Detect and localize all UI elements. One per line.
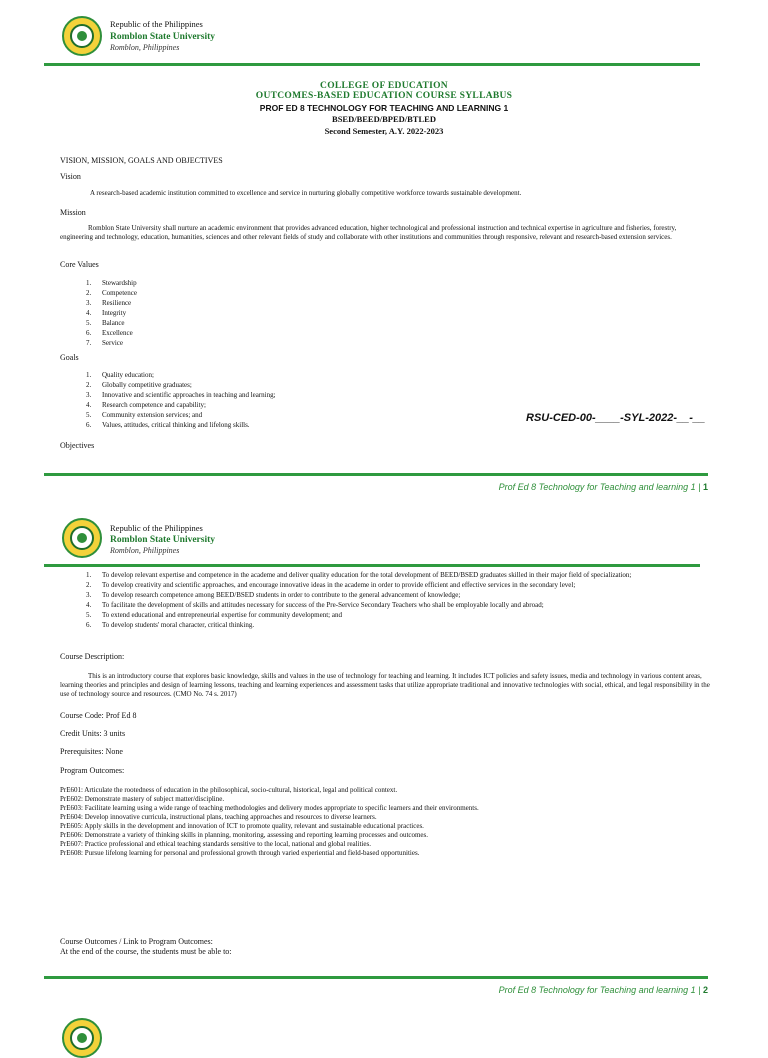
header-location: Romblon, Philippines bbox=[110, 43, 180, 52]
title-programs: BSED/BEED/BPED/BTLED bbox=[332, 114, 436, 124]
header-university: Romblon State University bbox=[110, 32, 216, 42]
header-republic: Republic of the Philippines bbox=[110, 523, 203, 533]
list-item: 1. Stewardship bbox=[86, 279, 137, 287]
page-number: 2 bbox=[702, 985, 708, 995]
page-number: 1 bbox=[702, 482, 708, 492]
objectives-list bbox=[86, 571, 708, 630]
page-footer bbox=[300, 985, 708, 995]
mission-text: Romblon State University shall nurture an academic environment that provides advanced education, higher technological and professional instruction and technical expertise in agriculture and fisheries, forestry, engineering and technology, education, humanities, sciences and other relevant fields of study and collaborate with other institutions and communities through responsive, relevant and research-based extension services. bbox=[60, 224, 677, 241]
list-item: 2. To develop creativity and scientific approaches, and encourage innovative ideas in the academe in order to provide efficient and effective services in the secondary level; bbox=[86, 581, 576, 589]
list-item: 6. Values, attitudes, critical thinking and lifelong skills. bbox=[86, 421, 250, 429]
title-semester: Second Semester, A.Y. 2022-2023 bbox=[324, 126, 444, 136]
university-seal-logo bbox=[62, 1018, 102, 1058]
list-item: 5. Community extension services; and bbox=[86, 411, 203, 419]
footer-rule bbox=[44, 976, 708, 979]
list-item: PrE607: Practice professional and ethical teaching standards sensitive to the local, national and global realities. bbox=[60, 840, 372, 848]
list-item: 2. Competence bbox=[86, 289, 137, 297]
list-item: 4. To facilitate the development of skills and attitudes necessary for success of the Pre-Service Secondary Teachers who shall be employable locally and abroad; bbox=[86, 601, 544, 609]
document-code: RSU-CED-00-____-SYL-2022-__-__ bbox=[526, 412, 706, 424]
title-college: COLLEGE OF EDUCATION bbox=[320, 81, 448, 91]
credit-units: Credit Units: 3 units bbox=[60, 729, 126, 738]
goals-label: Goals bbox=[60, 353, 79, 362]
title-course: PROF ED 8 TECHNOLOGY FOR TEACHING AND LEARNING 1 bbox=[259, 103, 509, 113]
university-seal-logo bbox=[62, 518, 102, 558]
section-vmgo-title: VISION, MISSION, GOALS AND OBJECTIVES bbox=[60, 156, 223, 165]
list-item: PrE604: Develop innovative curricula, instructional plans, teaching approaches and resources to diverse learners. bbox=[60, 813, 377, 821]
list-item: 6. To develop students' moral character, critical thinking. bbox=[86, 621, 255, 629]
footer-rule bbox=[44, 473, 708, 476]
course-description-label: Course Description: bbox=[60, 652, 125, 661]
list-item: PrE602: Demonstrate mastery of subject matter/discipline. bbox=[60, 795, 225, 803]
list-item: 4. Integrity bbox=[86, 309, 127, 317]
footer-text: Prof Ed 8 Technology for Teaching and learning 1 | bbox=[498, 985, 701, 995]
course-outcomes-label: Course Outcomes / Link to Program Outcomes: bbox=[60, 937, 213, 946]
page-footer bbox=[300, 482, 708, 492]
goals-list bbox=[86, 370, 446, 430]
list-item: 6. Excellence bbox=[86, 329, 133, 337]
list-item: PrE603: Facilitate learning using a wide range of teaching methodologies and delivery modes appropriate to specific learners and their environments. bbox=[60, 804, 479, 812]
header-republic: Republic of the Philippines bbox=[110, 19, 203, 29]
objectives-label: Objectives bbox=[60, 441, 95, 450]
header-rule bbox=[44, 564, 700, 567]
program-outcomes-label: Program Outcomes: bbox=[60, 766, 125, 775]
list-item: PrE601: Articulate the rootedness of education in the philosophical, socio-cultural, historical, legal and political context. bbox=[60, 786, 398, 794]
core-values-label: Core Values bbox=[60, 260, 99, 269]
list-item: PrE605: Apply skills in the development and innovation of ICT to promote quality, relevant and sustainable educational practices. bbox=[60, 822, 424, 830]
list-item: 5. Balance bbox=[86, 319, 125, 327]
prerequisites: Prerequisites: None bbox=[60, 747, 123, 756]
university-seal-logo bbox=[62, 16, 102, 56]
header-university: Romblon State University bbox=[110, 535, 216, 545]
list-item: 2. Globally competitive graduates; bbox=[86, 381, 192, 389]
program-outcomes-list bbox=[60, 786, 710, 858]
course-outcomes-intro: At the end of the course, the students must be able to: bbox=[60, 947, 232, 956]
footer-text: Prof Ed 8 Technology for Teaching and learning 1 | bbox=[498, 482, 701, 492]
vision-label: Vision bbox=[60, 172, 81, 181]
list-item: 3. To develop research competence among BEED/BSED students in order to contribute to the general advancement of knowledge; bbox=[86, 591, 461, 599]
list-item: 3. Resilience bbox=[86, 299, 132, 307]
course-code: Course Code: Prof Ed 8 bbox=[60, 711, 137, 720]
title-syllabus: OUTCOMES-BASED EDUCATION COURSE SYLLABUS bbox=[255, 91, 513, 101]
list-item: 5. To extend educational and entrepreneurial expertise for community development; and bbox=[86, 611, 342, 619]
vision-text: A research-based academic institution committed to excellence and service in nurturing globally competitive workforce towards sustainable development. bbox=[90, 189, 522, 197]
core-values-list bbox=[86, 278, 386, 348]
list-item: PrE608: Pursue lifelong learning for personal and professional growth through varied experiential and field-based opportunities. bbox=[60, 849, 420, 857]
list-item: 7. Service bbox=[86, 339, 123, 347]
mission-label: Mission bbox=[60, 208, 86, 217]
course-description-text: This is an introductory course that explores basic knowledge, skills and values in the use of technology for teaching and learning. It includes ICT policies and safety issues, media and technology in various content areas, learning theories and principles and design of learning lessons, teaching and learning experiences and assessment tasks that utilize appropriate traditional and innovative technologies with social, ethical, and legal responsibility in the use of technology source and resources. (CMO No. 74 s. 2017) bbox=[60, 672, 710, 698]
list-item: 3. Innovative and scientific approaches in teaching and learning; bbox=[86, 391, 276, 399]
header-rule bbox=[44, 63, 700, 66]
list-item: PrE606: Demonstrate a variety of thinking skills in planning, monitoring, assessing and reporting learning processes and outcomes. bbox=[60, 831, 429, 839]
list-item: 1. Quality education; bbox=[86, 371, 154, 379]
list-item: 1. To develop relevant expertise and competence in the academe and deliver quality education for the total development of BEED/BSED graduates skilled in their major field of specialization; bbox=[86, 571, 632, 579]
header-location: Romblon, Philippines bbox=[110, 546, 180, 555]
list-item: 4. Research competence and capability; bbox=[86, 401, 206, 409]
